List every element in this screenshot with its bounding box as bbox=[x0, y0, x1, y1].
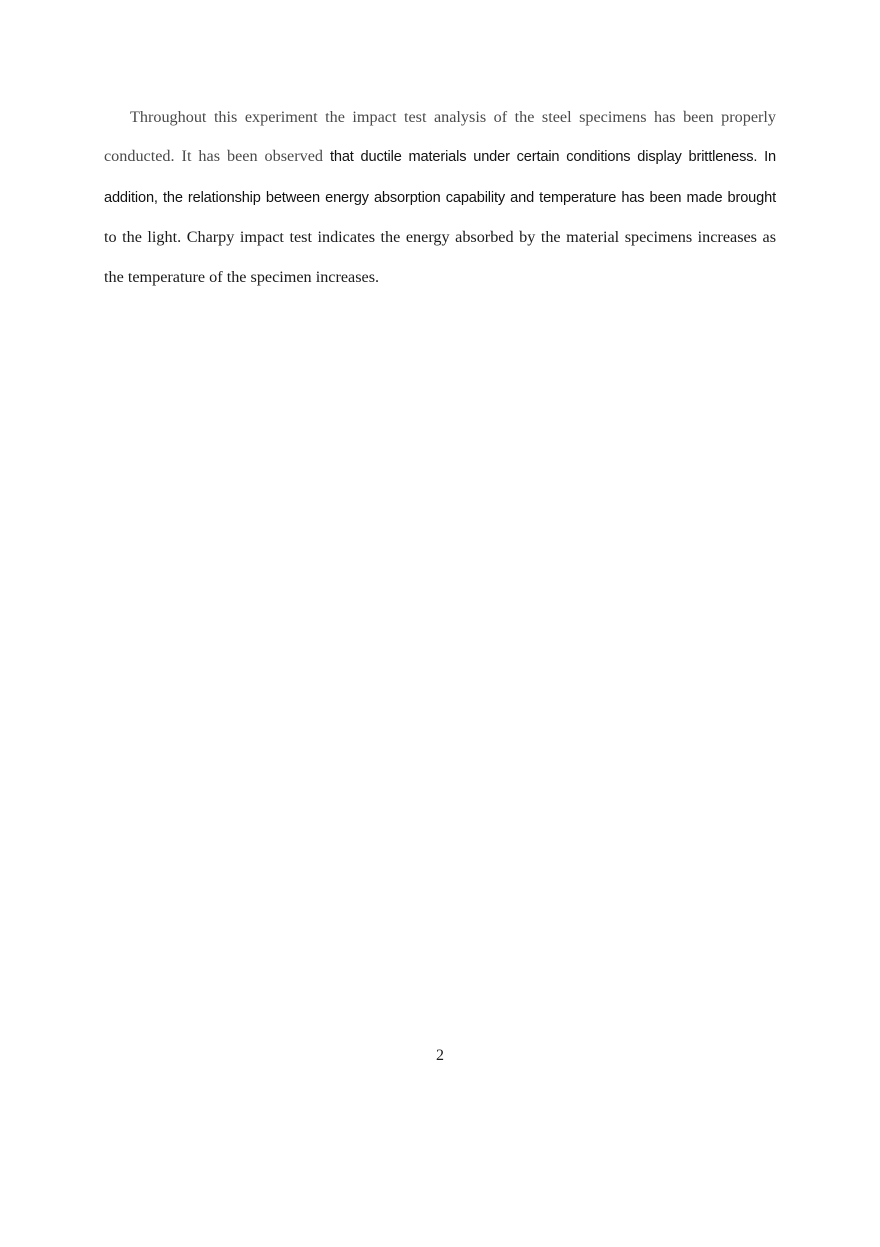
paragraph-segment-3: to the light. Charpy impact test indicates the energy absorbed by the material specimens increases as the temperature of the specimen increases. bbox=[104, 228, 776, 286]
page-number: 2 bbox=[436, 1047, 444, 1064]
paragraph-segment-2: that ductile materials under certain conditions display brittleness. In addition, the relationship between energy absorption capability and temperature has been made brought bbox=[104, 149, 777, 206]
conclusion-paragraph bbox=[104, 98, 776, 297]
paragraph-segment-1: Throughout this experiment the impact test analysis of the steel specimens has been properly conducted. It has been observed bbox=[104, 108, 776, 166]
